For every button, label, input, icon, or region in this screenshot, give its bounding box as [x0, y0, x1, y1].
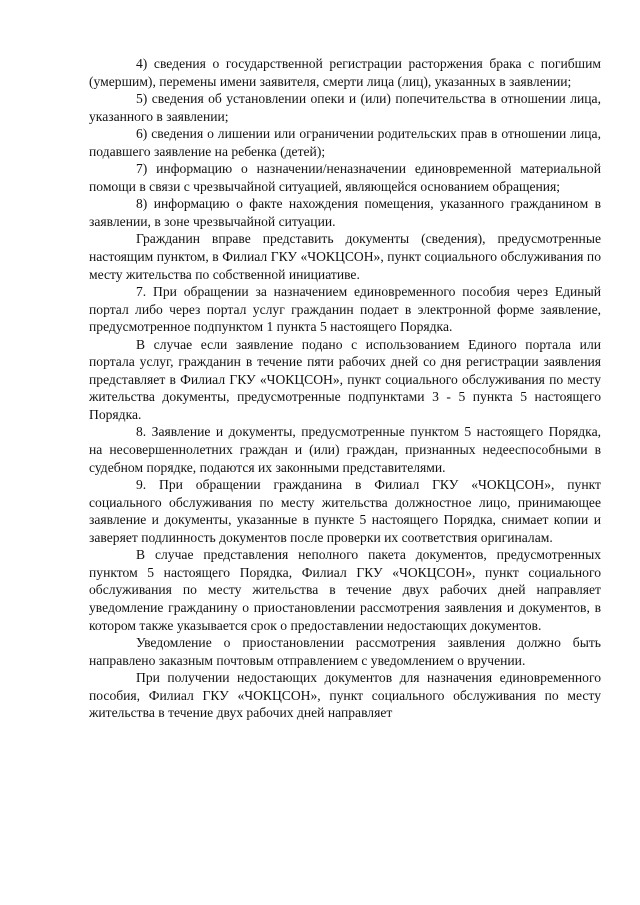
paragraph-item-5: 5) сведения об установлении опеки и (или) попечительства в отношении лица, указанного в заявлении;	[89, 91, 601, 124]
paragraph-portal-case: В случае если заявление подано с использованием Единого портала или портала услуг, гражданин в течение пяти рабочих дней со дня регистрации заявления представляет в Филиал ГКУ «ЧОКЦСОН», пункт социального обслуживания по месту жительства документы, предусмотренные подпунктами 3 - 5 пункта 5 настоящего Порядка.	[89, 336, 601, 422]
document-page	[89, 55, 601, 722]
paragraph-incomplete-package: В случае представления неполного пакета документов, предусмотренных пунктом 5 настоящего Порядка, Филиал ГКУ «ЧОКЦСОН», пункт социального обслуживания по месту жительства в течение двух рабочих дней направляет уведомление гражданину о приостановлении рассмотрения заявления и документов, в котором также указывается срок о предоставлении недостающих документов.	[89, 547, 601, 633]
paragraph-citizen-right: Гражданин вправе представить документы (сведения), предусмотренные настоящим пунктом, в Филиал ГКУ «ЧОКЦСОН», пункт социального обслуживания по месту жительства по собственной инициативе.	[89, 231, 601, 282]
paragraph-clause-9: 9. При обращении гражданина в Филиал ГКУ «ЧОКЦСОН», пункт социального обслуживания по месту жительства должностное лицо, принимающее заявление и документы, указанные в пункте 5 настоящего Порядка, снимает копии и заверяет подлинность документов после проверки их соответствия оригиналам.	[89, 477, 601, 545]
paragraph-item-6: 6) сведения о лишении или ограничении родительских прав в отношении лица, подавшего заявление на ребенка (детей);	[89, 126, 601, 159]
paragraph-missing-documents: При получении недостающих документов для назначения единовременного пособия, Филиал ГКУ «ЧОКЦСОН», пункт социального обслуживания по месту жительства в течение двух рабочих дней направляет	[89, 670, 601, 721]
paragraph-notification: Уведомление о приостановлении рассмотрения заявления должно быть направлено заказным почтовым отправлением с уведомлением о вручении.	[89, 635, 601, 668]
paragraph-item-4: 4) сведения о государственной регистрации расторжения брака с погибшим (умершим), перемены имени заявителя, смерти лица (лиц), указанных в заявлении;	[89, 56, 601, 89]
paragraph-item-7: 7) информацию о назначении/неназначении единовременной материальной помощи в связи с чрезвычайной ситуацией, являющейся основанием обращения;	[89, 161, 601, 194]
paragraph-item-8: 8) информацию о факте нахождения помещения, указанного гражданином в заявлении, в зоне чрезвычайной ситуации.	[89, 196, 601, 229]
paragraph-clause-7: 7. При обращении за назначением единовременного пособия через Единый портал либо через портал услуг гражданин подает в электронной форме заявление, предусмотренное подпунктом 1 пункта 5 настоящего Порядка.	[89, 284, 601, 335]
paragraph-clause-8: 8. Заявление и документы, предусмотренные пунктом 5 настоящего Порядка, на несовершеннолетних граждан и (или) граждан, признанных недееспособными в судебном порядке, подаются их законными представителями.	[89, 424, 601, 475]
